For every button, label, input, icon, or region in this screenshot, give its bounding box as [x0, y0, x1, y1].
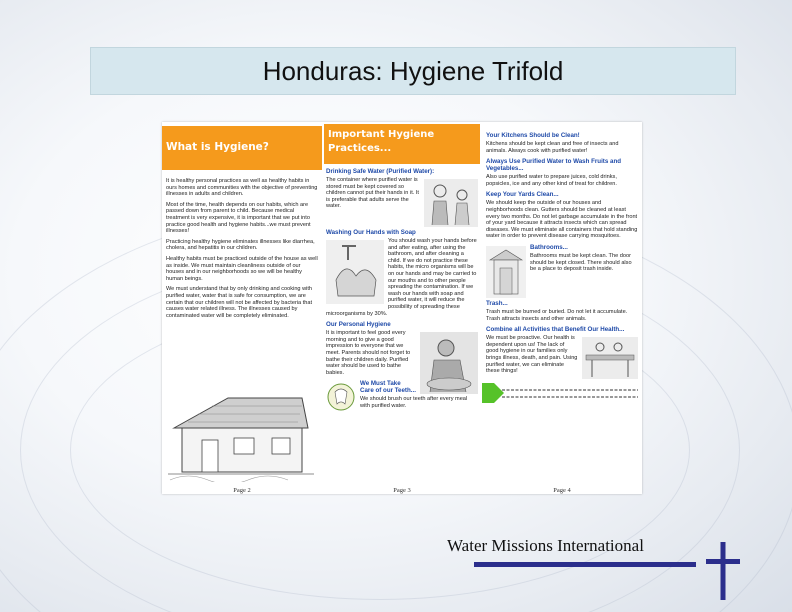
house-illustration [168, 384, 314, 482]
section-text: We should brush our teeth after every meal with purified water. [360, 396, 468, 409]
page-number: Page 4 [553, 487, 571, 494]
page-number: Page 3 [393, 487, 411, 494]
section-text: It is important to feel good every morning and to give a good impression to everyone that we meet. Parents should not forget to bathe their children daily. Purified water should be used to bathe babies. [326, 330, 411, 376]
paragraph: Most of the time, health depends on our habits, which are passed down from parent to child. Because medical treatment is very expensive, it is important that we put into practice good health and hygiene habits...we must prevent illnesses! [166, 201, 311, 235]
section-title: Washing Our Hands with Soap [326, 229, 416, 236]
trifold-panel-1 [162, 122, 322, 494]
section-text: The container where purified water is stored must be kept covered so children cannot put their hands in it. It is preferable that adults serve the water. [326, 177, 419, 210]
tooth-illustration [326, 382, 356, 412]
paragraph: Healthy habits must be practiced outside of the house as well as inside. We must maintain cleanliness outside of our houses and in our neighborhoods so we will be healthy human beings. [166, 255, 318, 282]
latrine-illustration [486, 246, 526, 298]
cross-icon [706, 542, 740, 600]
paragraph: It is healthy personal practices as well as healthy habits in ours homes and communities with the objective of preventing illnesses in adults and children. [166, 178, 318, 198]
section-title: Keep Your Yards Clean... [486, 191, 559, 199]
trifold-brochure [162, 122, 642, 494]
section-title: Your Kitchens Should be Clean! [486, 132, 580, 139]
section-title: Always Use Purified Water to Wash Fruits and Vegetables... [486, 158, 622, 173]
section-title: Trash... [486, 299, 508, 307]
section-text: Bathrooms must be kept clean. The door should be kept closed. There should also be a place to deposit trash inside. [530, 252, 632, 273]
slide-title: Honduras: Hygiene Trifold [90, 47, 736, 95]
section-text: We should keep the outside of our houses and neighborhoods clean. Gutters should be cleaned at least every two months. Do not let garbage accumulate in the front of your yard because it attracts insects which can spread diseases. We must eliminate all containers that hold standing water in order to prevent disease carrying mosquitoes. [486, 200, 638, 240]
paragraph: We must understand that by only drinking and cooking with purified water, water that is safe for consumption, we are certain that our children will not be affected by bacteria that causes water related illness. The illnesses caused by contaminated water will be completely eliminated. [166, 286, 313, 319]
paragraph: Practicing healthy hygiene eliminates illnesses like diarrhea, cholera, and hepatitis in our children. [166, 238, 315, 252]
section-title: We Must Take Care of our Teeth... [360, 380, 416, 395]
section-title: Combine all Activities that Benefit Our Health... [486, 326, 625, 334]
footer-divider [474, 562, 696, 567]
section-text: Also use purified water to prepare juices, cold drinks, popsicles, ice and any other kind of treat for children. [486, 174, 617, 187]
panel-heading: What is Hygiene? [162, 126, 322, 170]
section-text: Trash must be burned or buried. Do not let it accumulate. Trash attracts insects and other animals. [486, 308, 628, 322]
community-illustration [582, 337, 638, 379]
footer-stripe [482, 383, 642, 403]
section-text: You should wash your hands before and after eating, after using the bathroom, and after cleaning a child. If we do not practice these habits, the micro organisms will be on our hands and may be carried to our mouths and to other people spreading the contamination. If we wash our hands with soap and purified water, it will reduce the possibility of spreading these microorganisms by 30%. [326, 238, 477, 317]
section-text: We must be proactive. Our health is dependent upon us! The lack of good hygiene in our families only brings illness, death, and pain. Using purified water, we can eliminate these things! [486, 335, 578, 375]
page-number: Page 2 [233, 487, 251, 494]
handwashing-illustration [326, 240, 384, 304]
section-title: Bathrooms... [530, 243, 568, 251]
family-illustration [424, 179, 478, 227]
organization-name: Water Missions International [447, 536, 644, 555]
section-title: Drinking Safe Water (Purified Water): [326, 168, 435, 175]
trifold-panel-2 [322, 122, 482, 494]
section-text: Kitchens should be kept clean and free of insects and animals. Always cook with purified water! [486, 141, 619, 154]
section-title: Our Personal Hygiene [326, 321, 391, 329]
trifold-panel-3 [482, 122, 642, 494]
panel-heading: Important Hygiene Practices... [324, 124, 480, 164]
bathing-illustration [420, 332, 478, 394]
